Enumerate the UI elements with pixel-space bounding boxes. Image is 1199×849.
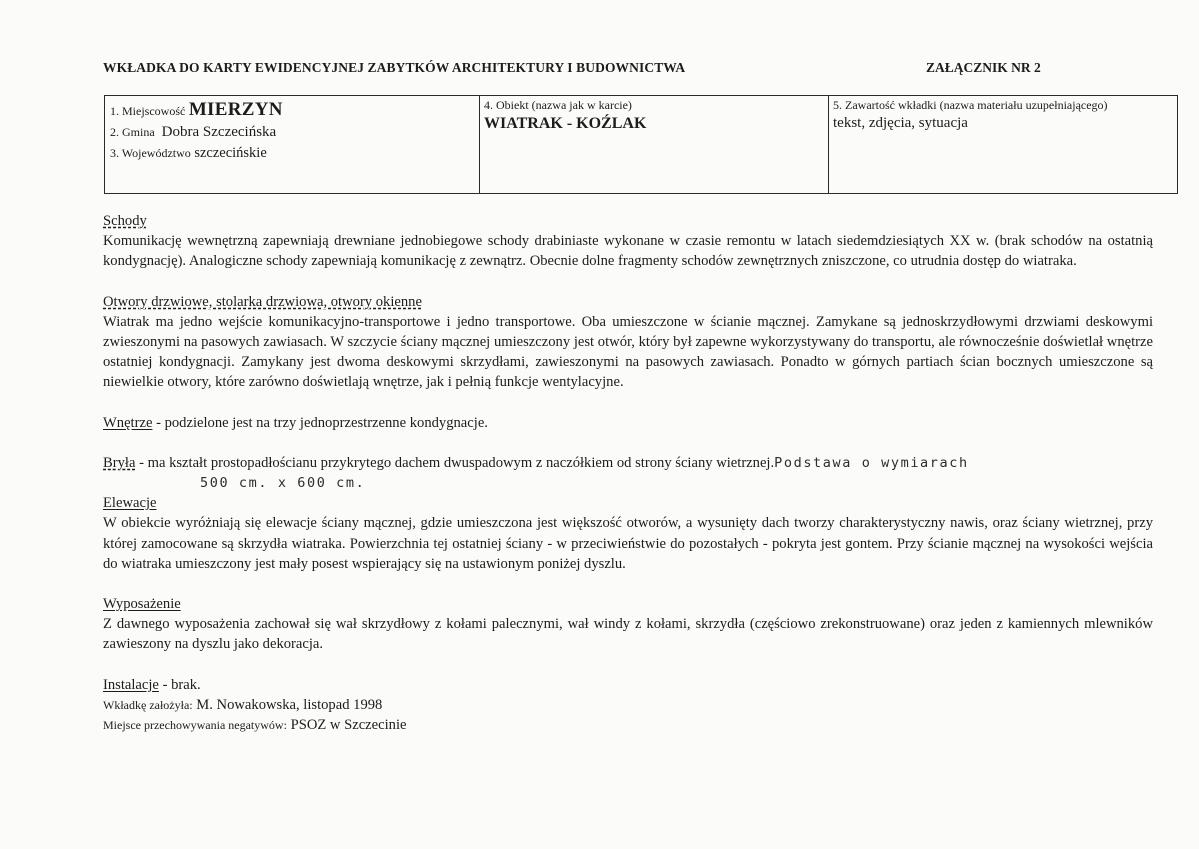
section-title-openings: Otwory drzwiowe, stolarka drzwiowa, otwory okienne xyxy=(103,293,422,310)
section-body xyxy=(103,453,1153,493)
section-typed-body-1: Podstawa o wymiarach xyxy=(774,454,969,471)
section-interior xyxy=(103,413,1153,433)
section-stairs xyxy=(103,211,1153,272)
section-title-installations: Instalacje xyxy=(103,676,159,693)
object-value: WIATRAK - KOŹLAK xyxy=(484,115,647,132)
object-cell xyxy=(480,96,829,193)
voivodeship-label: 3. Województwo xyxy=(110,146,191,160)
object-label: 4. Obiekt (nazwa jak w karcie) xyxy=(484,98,632,112)
author-line xyxy=(103,695,1153,715)
section-installations xyxy=(103,675,1153,695)
author-value: M. Nowakowska, listopad 1998 xyxy=(196,696,383,713)
section-title-interior: Wnętrze xyxy=(103,414,153,431)
voivodeship-value: szczecińskie xyxy=(194,145,267,161)
section-text-body: - ma kształt prostopadłościanu przykrytego dachem dwuspadowym z naczółkiem od strony ściany wietrznej. xyxy=(135,454,775,471)
section-title-body: Bryła xyxy=(103,454,136,471)
voivodeship-row xyxy=(110,143,479,164)
section-title-equipment: Wyposażenie xyxy=(103,596,181,613)
author-label: Wkładkę założyła: xyxy=(103,697,193,712)
document-title: WKŁADKA DO KARTY EWIDENCYJNEJ ZABYTKÓW ARCHITEKTURY I BUDOWNICTWA xyxy=(103,60,686,75)
contents-value: tekst, zdjęcia, sytuacja xyxy=(833,115,968,131)
section-title-elevations: Elewacje xyxy=(103,495,157,512)
document-body xyxy=(103,211,1153,735)
location-cell xyxy=(105,96,480,193)
negatives-label: Miejsce przechowywania negatywów: xyxy=(103,717,287,732)
section-title-stairs: Schody xyxy=(103,213,147,229)
attachment-number: ZAŁĄCZNIK NR 2 xyxy=(926,60,1041,75)
gmina-value: Dobra Szczecińska xyxy=(161,124,277,140)
gmina-row xyxy=(110,122,479,143)
section-elevations xyxy=(103,493,1153,574)
section-typed-body-2: 500 cm. x 600 cm. xyxy=(200,475,366,492)
section-openings xyxy=(103,292,1153,393)
gmina-label: 2. Gmina xyxy=(110,125,155,139)
locality-row xyxy=(110,99,479,122)
section-text-openings: Wiatrak ma jedno wejście komunikacyjno-transportowe i jedno transportowe. Oba umieszczone w ścianie mącznej. Zamykane są jednoskrzydłowymi drzwiami deskowymi zwieszonymi na pasowych zawiasach. W szczycie ściany mącznej umieszczony jest otwór, który był zapewne wykorzystywany do transportu, ale równocześnie doświetlał wnętrze ostatniej kondygnacji. Zamykany jest dwoma deskowymi skrzydłami, zawieszonymi na pasowych zawiasach. Ponadto w górnych partiach ścian bocznych umieszczone są niewielkie otwory, które zarówno doświetlają wnętrze, jak i pełnią funkcje wentylacyjne. xyxy=(103,313,1153,391)
section-text-stairs: Komunikację wewnętrzną zapewniają drewniane jednobiegowe schody drabiniaste wykonane w czasie remontu w latach siedemdziesiątych XX w. (brak schodów na ostatnią kondygnację). Analogiczne schody zapewniają komunikację z zewnątrz. Obecnie dolne fragmenty schodów zewnętrznych zniszczone, co utrudnia dostęp do wiatraka. xyxy=(103,233,1153,270)
section-text-equipment: Z dawnego wyposażenia zachował się wał skrzydłowy z kołami palecznymi, wał windy z kołami, skrzydła (częściowo zrekonstruowane) oraz jeden z kamiennych mlewników zawieszony na dyszlu jako dekoracja. xyxy=(103,616,1153,653)
section-equipment xyxy=(103,594,1153,655)
locality-label: 1. Miejscowość xyxy=(110,104,186,118)
negatives-value: PSOZ w Szczecinie xyxy=(290,716,407,733)
contents-label: 5. Zawartość wkładki (nazwa materiału uzupełniającego) xyxy=(833,98,1108,112)
section-text-elevations: W obiekcie wyróżniają się elewacje ściany mącznej, gdzie umieszczona jest większość otworów, a wysunięty dach tworzy charakterystyczny nawis, oraz ściany wietrznej, przy której zamocowane są skrzydła wiatraka. Powierzchnia tej ostatniej ściany - w przeciwieństwie do pozostałych - pokryta jest gontem. Przy ścianie mącznej na wysokości wejścia do wiatraka umieszczony jest mały posest wspierający się na ustawionym poniżej dyszlu. xyxy=(103,515,1153,572)
contents-cell xyxy=(829,96,1177,193)
section-text-installations: - brak. xyxy=(158,676,201,693)
locality-value: MIERZYN xyxy=(188,99,283,120)
section-text-interior: - podzielone jest na trzy jednoprzestrzenne kondygnacje. xyxy=(152,414,488,431)
negatives-line xyxy=(103,715,1153,735)
info-table xyxy=(104,95,1178,194)
